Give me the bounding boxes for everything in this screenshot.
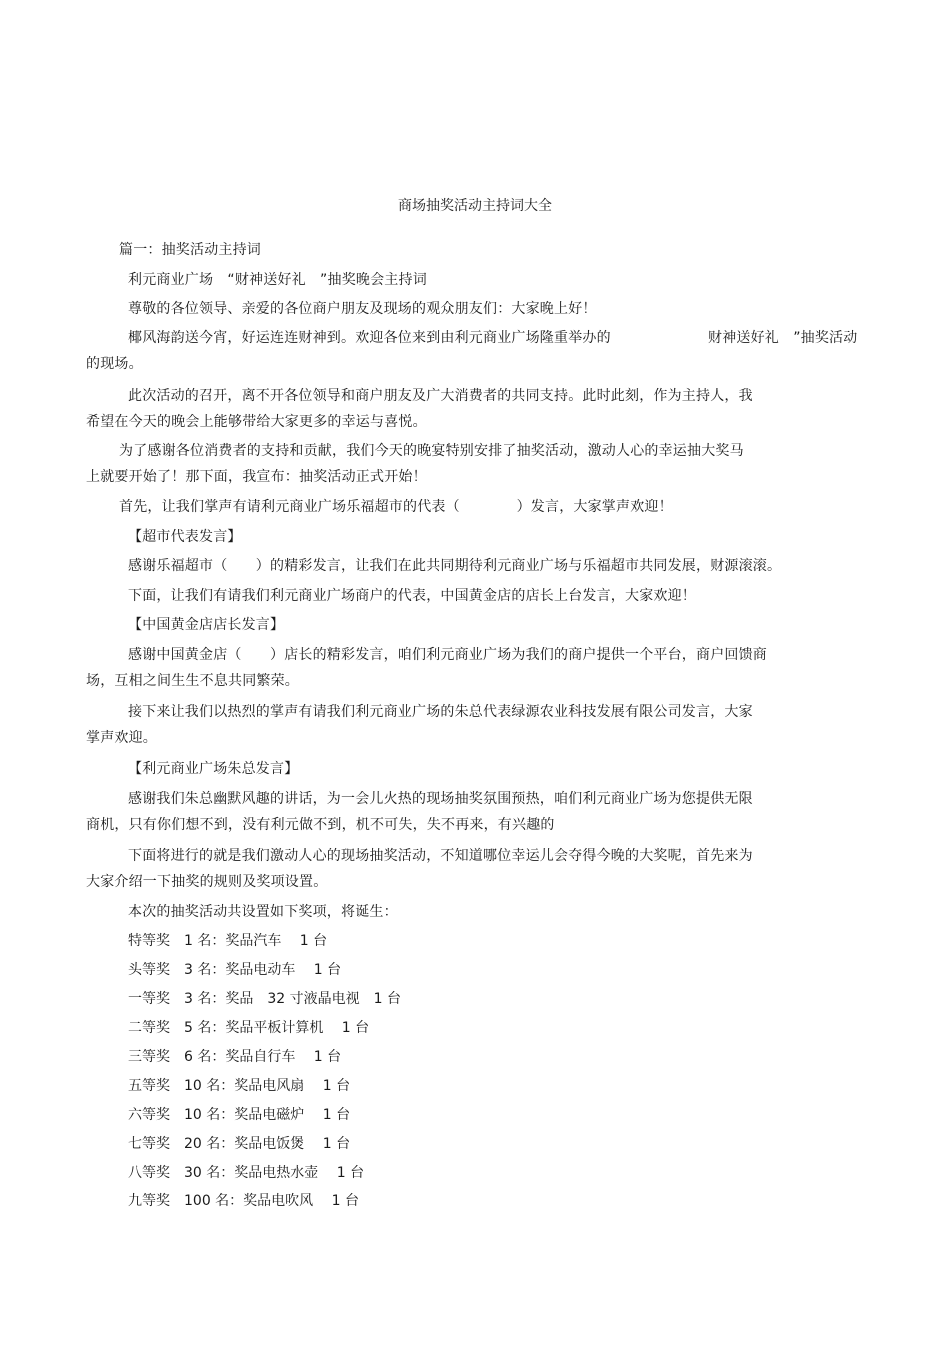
gold-store-invite: 下面，让我们有请我们利元商业广场商户的代表，中国黄金店的店长上台发言，大家欢迎！ (128, 588, 696, 604)
supermarket-thanks: 感谢乐福超市（ ）的精彩发言，让我们在此共同期待利元商业广场与乐福超市共同发展，财源滚滚。 (128, 558, 782, 574)
prize-item: 五等奖 10 名：奖品电风扇 1 台 (128, 1078, 351, 1094)
lottery-start-line1: 为了感谢各位消费者的支持和贡献，我们今天的晚宴特别安排了抽奖活动，激动人心的幸运抽大奖马 (119, 443, 744, 459)
section-heading: 篇一：抽奖活动主持词 (119, 242, 261, 258)
prize-item: 特等奖 1 名：奖品汽车 1 台 (128, 933, 328, 949)
lottery-start-line2: 上就要开始了！那下面，我宣布：抽奖活动正式开始！ (86, 469, 427, 485)
prize-item: 一等奖 3 名：奖品 32 寸液晶电视 1 台 (128, 991, 401, 1007)
thanks-paragraph-line1: 此次活动的召开，离不开各位领导和商户朋友及广大消费者的共同支持。此时此刻，作为主持人，我 (128, 388, 753, 404)
zhu-thanks-line2: 商机，只有你们想不到，没有利元做不到，机不可失，失不再来，有兴趣的 (86, 817, 555, 833)
prize-item: 头等奖 3 名：奖品电动车 1 台 (128, 962, 342, 978)
gold-store-thanks-line2: 场，互相之间生生不息共同繁荣。 (86, 673, 299, 689)
prize-item: 二等奖 5 名：奖品平板计算机 1 台 (128, 1020, 370, 1036)
zhu-invite-line1: 接下来让我们以热烈的掌声有请我们利元商业广场的朱总代表绿源农业科技发展有限公司发言，大家 (128, 704, 753, 720)
welcome-paragraph-line1: 椰风海韵送今宵，好运连连财神到。欢迎各位来到由利元商业广场隆重举办的 (128, 330, 611, 346)
zhu-thanks-line1: 感谢我们朱总幽默风趣的讲话，为一会儿火热的现场抽奖氛围预热，咱们利元商业广场为您提供无限 (128, 791, 753, 807)
prize-item: 九等奖 100 名：奖品电吹风 1 台 (128, 1193, 359, 1209)
rules-intro-line1: 下面将进行的就是我们激动人心的现场抽奖活动，不知道哪位幸运儿会夺得今晚的大奖呢，首先来为 (128, 848, 753, 864)
greeting-paragraph: 尊敬的各位领导、亲爱的各位商户朋友及现场的观众朋友们：大家晚上好！ (128, 301, 597, 317)
supermarket-speech-heading: 【超市代表发言】 (128, 529, 242, 545)
welcome-paragraph-line1-end: 财神送好礼 ”抽奖活动 (708, 330, 858, 346)
zhu-invite-line2: 掌声欢迎。 (86, 730, 157, 746)
supermarket-invite: 首先，让我们掌声有请利元商业广场乐福超市的代表（ ）发言，大家掌声欢迎！ (119, 499, 673, 515)
event-subtitle: 利元商业广场 “财神送好礼 ”抽奖晚会主持词 (128, 272, 427, 288)
prizes-intro: 本次的抽奖活动共设置如下奖项，将诞生： (128, 904, 398, 920)
thanks-paragraph-line2: 希望在今天的晚会上能够带给大家更多的幸运与喜悦。 (86, 414, 427, 430)
zhu-speech-heading: 【利元商业广场朱总发言】 (128, 761, 299, 777)
gold-store-thanks-line1: 感谢中国黄金店（ ）店长的精彩发言，咱们利元商业广场为我们的商户提供一个平台，商户回馈商 (128, 647, 767, 663)
welcome-paragraph-line2: 的现场。 (86, 356, 143, 372)
gold-store-speech-heading: 【中国黄金店店长发言】 (128, 617, 285, 633)
prize-item: 六等奖 10 名：奖品电磁炉 1 台 (128, 1107, 351, 1123)
prize-item: 八等奖 30 名：奖品电热水壶 1 台 (128, 1165, 365, 1181)
prize-item: 七等奖 20 名：奖品电饭煲 1 台 (128, 1136, 351, 1152)
document-title: 商场抽奖活动主持词大全 (398, 198, 552, 214)
rules-intro-line2: 大家介绍一下抽奖的规则及奖项设置。 (86, 874, 328, 890)
prize-item: 三等奖 6 名：奖品自行车 1 台 (128, 1049, 342, 1065)
